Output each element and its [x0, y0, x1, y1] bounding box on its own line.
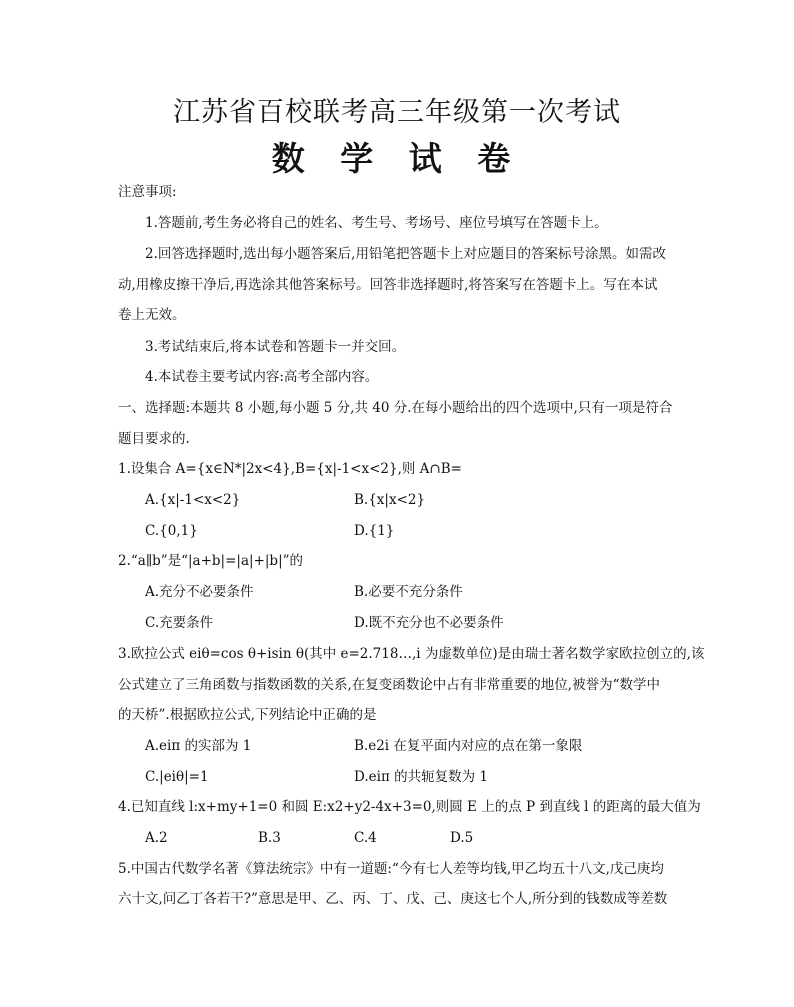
section-one-line-1: 一、选择题:本题共 8 小题,每小题 5 分,共 40 分.在每小题给出的四个选项中,只有一项是符合: [118, 400, 673, 416]
note-item-1: 1.答题前,考生务必将自己的姓名、考生号、考场号、座位号填写在答题卡上。: [145, 215, 608, 231]
question-1-option-b: B.{x|x<2}: [354, 492, 426, 508]
note-item-4: 4.本试卷主要考试内容:高考全部内容。: [145, 369, 379, 385]
note-item-2-line-2: 动,用橡皮擦干净后,再选涂其他答案标号。回答非选择题时,将答案写在答题卡上。写在本试: [118, 277, 658, 293]
question-2-stem: 2.“a∥b”是“|a+b|=|a|+|b|”的: [118, 553, 304, 569]
exam-title: 江苏省百校联考高三年级第一次考试: [173, 97, 621, 128]
question-5-line-1: 5.中国古代数学名著《算法统宗》中有一道题:“今有七人差等均钱,甲乙均五十八文,戊己庚均: [118, 861, 664, 877]
question-4-option-c: C.4: [354, 830, 377, 846]
question-3-line-2: 公式建立了三角函数与指数函数的关系,在复变函数论中占有非常重要的地位,被誉为“数学中: [118, 677, 660, 693]
question-1-option-c: C.{0,1}: [145, 523, 198, 539]
question-4-option-b: B.3: [258, 830, 281, 846]
notes-heading: 注意事项:: [118, 184, 177, 200]
question-3-option-b: B.e2i 在复平面内对应的点在第一象限: [354, 738, 583, 754]
note-item-2-line-1: 2.回答选择题时,选出每小题答案后,用铅笔把答题卡上对应题目的答案标号涂黑。如需改: [145, 246, 666, 262]
question-2-option-a: A.充分不必要条件: [145, 584, 254, 600]
question-2-option-c: C.充要条件: [145, 615, 214, 631]
question-4-option-a: A.2: [145, 830, 168, 846]
question-3-option-d: D.eiπ 的共轭复数为 1: [354, 769, 488, 785]
question-4-stem: 4.已知直线 l:x+my+1=0 和圆 E:x2+y2-4x+3=0,则圆 E 上的点 P 到直线 l 的距离的最大值为: [118, 799, 701, 815]
question-3-line-3: 的天桥”.根据欧拉公式,下列结论中正确的是: [118, 707, 377, 723]
question-1-option-d: D.{1}: [354, 523, 395, 539]
question-3-option-a: A.eiπ 的实部为 1: [145, 738, 252, 754]
question-3-option-c: C.|eiθ|=1: [145, 769, 209, 785]
note-item-3: 3.考试结束后,将本试卷和答题卡一并交回。: [145, 339, 406, 355]
question-1-option-a: A.{x|-1<x<2}: [145, 492, 241, 508]
question-4-option-d: D.5: [450, 830, 474, 846]
note-item-2-line-3: 卷上无效。: [118, 307, 186, 323]
question-5-line-2: 六十文,问乙丁各若干?”意思是甲、乙、丙、丁、戊、己、庚这七个人,所分到的钱数成等差数: [118, 891, 668, 907]
question-2-option-b: B.必要不充分条件: [354, 584, 463, 600]
section-one-line-2: 题目要求的.: [118, 431, 190, 447]
question-3-line-1: 3.欧拉公式 eiθ=cos θ+isin θ(其中 e=2.718…,i 为虚数单位)是由瑞士著名数学家欧拉创立的,该: [118, 646, 705, 662]
question-2-option-d: D.既不充分也不必要条件: [354, 615, 504, 631]
question-1-stem: 1.设集合 A={x∈N*|2x<4},B={x|-1<x<2},则 A∩B=: [118, 461, 462, 477]
subject-title: 数 学 试 卷: [271, 139, 523, 178]
